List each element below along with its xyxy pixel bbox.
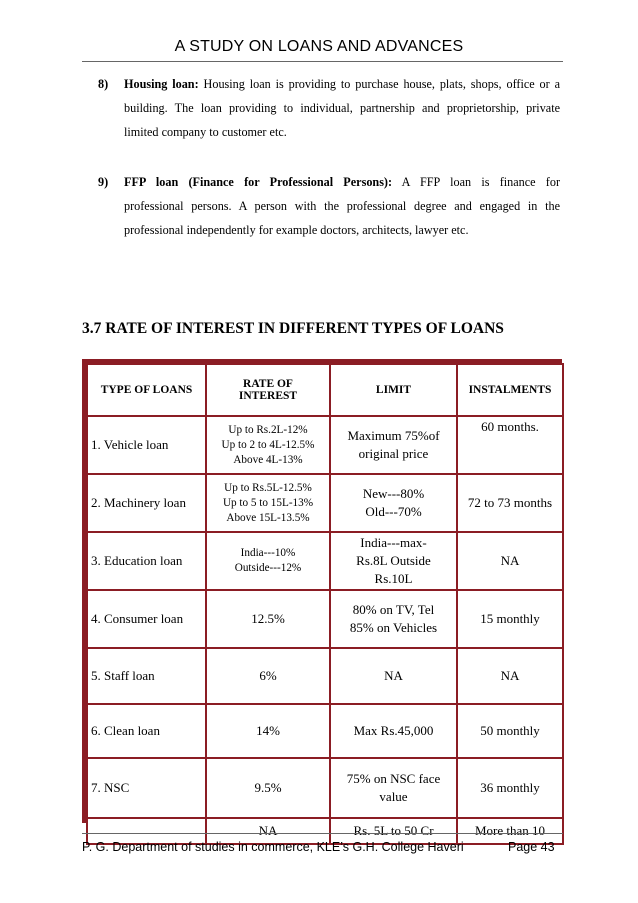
paragraph-housing-loan bbox=[98, 72, 560, 144]
cell-rate-of-interest bbox=[207, 591, 329, 647]
limit-line: 75% on NSC face bbox=[346, 771, 441, 786]
limit-line: original price bbox=[358, 446, 429, 461]
cell-loan-type: 1. Vehicle loan bbox=[88, 417, 205, 473]
limit-line: India---max- bbox=[360, 535, 427, 550]
limit-line: Max Rs.45,000 bbox=[353, 723, 434, 738]
loans-table-frame bbox=[82, 359, 562, 838]
cell-loan-type: 6. Clean loan bbox=[88, 705, 205, 757]
column-header-rate bbox=[207, 365, 329, 415]
cell-rate-of-interest bbox=[207, 649, 329, 703]
paragraph-ffp-loan bbox=[98, 170, 560, 242]
rate-line: 6% bbox=[259, 668, 277, 683]
cell-instalments: 36 monthly bbox=[458, 759, 562, 817]
cell-loan-type: 2. Machinery loan bbox=[88, 475, 205, 531]
cell-rate-of-interest bbox=[207, 705, 329, 757]
cell-rate-of-interest bbox=[207, 759, 329, 817]
paragraph-line: Housing loan is providing to purchase house, plats, shops, office or a bbox=[203, 77, 561, 91]
cell-instalments: 60 months. bbox=[458, 417, 562, 473]
paragraph-term: FFP loan (Finance for Professional Persons): bbox=[124, 175, 393, 189]
paragraph-line: building. The loan providing to individual, partnership and proprietorship, private bbox=[124, 101, 560, 115]
cell-loan-type: 3. Education loan bbox=[88, 533, 205, 589]
page-header-title: A STUDY ON LOANS AND ADVANCES bbox=[174, 38, 464, 55]
limit-line: Old---70% bbox=[365, 504, 422, 519]
limit-line: 85% on Vehicles bbox=[349, 620, 438, 635]
cell-loan-type: 4. Consumer loan bbox=[88, 591, 205, 647]
footer-department: P. G. Department of studies in commerce, KLE’s G.H. College Haveri bbox=[82, 840, 464, 854]
cell-rate-of-interest bbox=[207, 533, 329, 589]
rate-line: 12.5% bbox=[251, 611, 285, 626]
column-header-instalments: INSTALMENTS bbox=[458, 365, 562, 415]
paragraph-number: 8) bbox=[98, 77, 109, 91]
cell-instalments: NA bbox=[458, 649, 562, 703]
cell-rate-of-interest bbox=[207, 417, 329, 473]
cell-instalments: 15 monthly bbox=[458, 591, 562, 647]
header-divider bbox=[82, 61, 563, 62]
table-row bbox=[88, 533, 562, 589]
paragraph-line: A FFP loan is finance for bbox=[401, 175, 561, 189]
section-heading: 3.7 RATE OF INTEREST IN DIFFERENT TYPES OF LOANS bbox=[82, 320, 504, 337]
limit-line: Rs.10L bbox=[374, 571, 413, 586]
limit-line: New---80% bbox=[362, 486, 425, 501]
footer-page-number: Page 43 bbox=[508, 840, 555, 854]
rate-line: Up to 2 to 4L-12.5% bbox=[221, 438, 315, 451]
cell-limit bbox=[331, 417, 456, 473]
cell-limit bbox=[331, 591, 456, 647]
limit-line: Rs.8L Outside bbox=[356, 553, 431, 568]
table-row bbox=[88, 417, 562, 473]
limit-line: NA bbox=[384, 668, 403, 683]
paragraph-line: limited company to customer etc. bbox=[124, 125, 287, 139]
rate-line: 9.5% bbox=[254, 780, 282, 795]
cell-limit bbox=[331, 475, 456, 531]
rate-line: Up to Rs.2L-12% bbox=[228, 423, 308, 436]
cell-loan-type: 7. NSC bbox=[88, 759, 205, 817]
paragraph-term: Housing loan: bbox=[124, 77, 199, 91]
table-header-row bbox=[88, 365, 562, 415]
cell-loan-type: 5. Staff loan bbox=[88, 649, 205, 703]
table-row bbox=[88, 705, 562, 757]
column-header-rate-text: RATE OF INTEREST bbox=[238, 378, 298, 402]
table-row bbox=[88, 591, 562, 647]
rate-line: Outside---12% bbox=[234, 562, 302, 574]
footer-divider bbox=[82, 833, 563, 834]
cell-limit bbox=[331, 705, 456, 757]
rate-line: Up to 5 to 15L-13% bbox=[222, 496, 314, 509]
rate-line: 14% bbox=[256, 723, 280, 738]
loans-table bbox=[86, 363, 564, 845]
cell-rate-of-interest bbox=[207, 475, 329, 531]
rate-line: India---10% bbox=[240, 547, 296, 559]
table-row bbox=[88, 759, 562, 817]
limit-line: Rs. 5L to 50 Cr bbox=[353, 823, 434, 838]
table-row bbox=[88, 649, 562, 703]
paragraph-line: professional independently for example doctors, architects, lawyer etc. bbox=[124, 223, 469, 237]
cell-instalments: 50 monthly bbox=[458, 705, 562, 757]
column-header-type: TYPE OF LOANS bbox=[88, 365, 205, 415]
cell-instalments: NA bbox=[458, 533, 562, 589]
rate-line: Up to Rs.5L-12.5% bbox=[224, 481, 312, 494]
rate-line: Above 4L-13% bbox=[233, 453, 303, 466]
limit-line: value bbox=[379, 789, 408, 804]
paragraph-line: professional persons. A person with the professional degree and engaged in the bbox=[124, 199, 560, 213]
cell-limit bbox=[331, 533, 456, 589]
table-row bbox=[88, 475, 562, 531]
rate-line: NA bbox=[258, 823, 278, 838]
paragraph-number: 9) bbox=[98, 175, 109, 189]
rate-line: Above 15L-13.5% bbox=[226, 511, 310, 524]
cell-instalments: 72 to 73 months bbox=[458, 475, 562, 531]
limit-line: 80% on TV, Tel bbox=[352, 602, 435, 617]
limit-line: Maximum 75%of bbox=[347, 428, 440, 443]
cell-limit bbox=[331, 759, 456, 817]
cell-instalments: More than 10 bbox=[458, 819, 562, 843]
column-header-limit: LIMIT bbox=[331, 365, 456, 415]
cell-limit bbox=[331, 649, 456, 703]
